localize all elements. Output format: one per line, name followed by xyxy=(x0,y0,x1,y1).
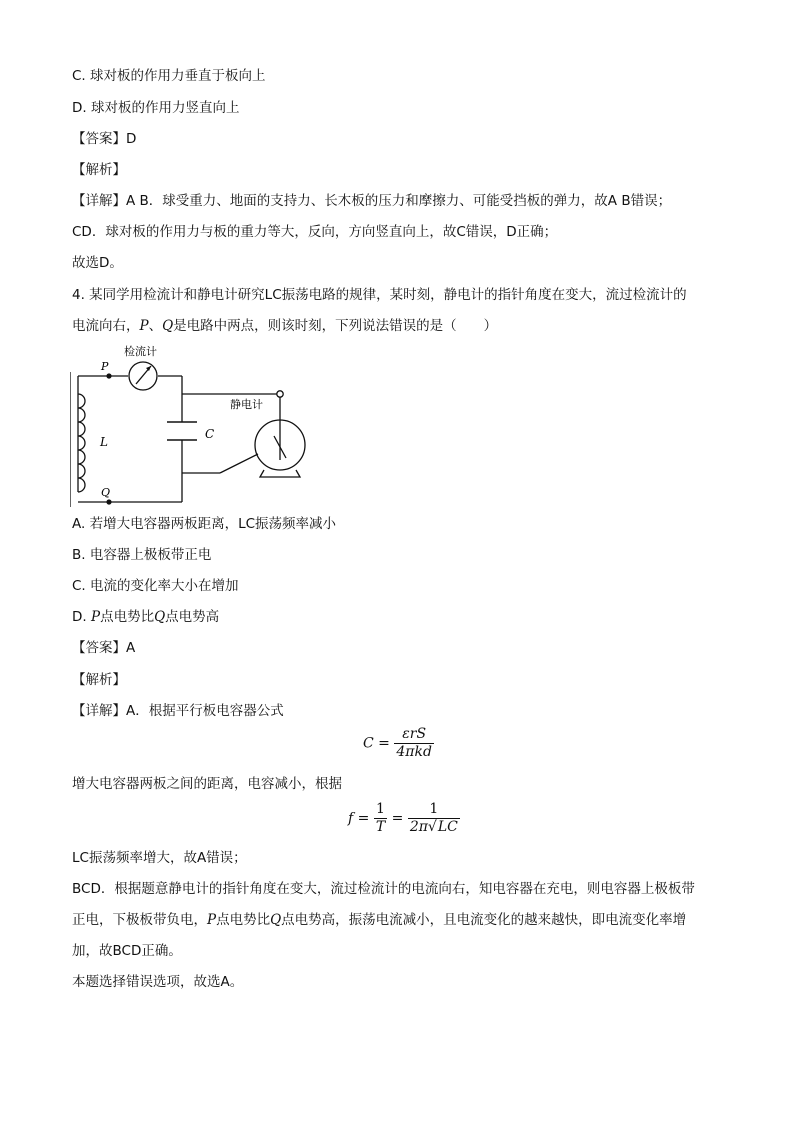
inductor-coil xyxy=(78,394,85,492)
formula1-fraction xyxy=(394,726,434,761)
formula2-lhs: f = xyxy=(348,810,370,827)
formula2-fraction-2 xyxy=(408,801,460,836)
formula2-numerator-2: 1 xyxy=(408,801,460,819)
q4-option-b: B. 电容器上极板带正电 xyxy=(72,547,212,563)
q4-option-d-end: 点电势高 xyxy=(165,609,220,625)
q4-stem-point-p: P xyxy=(139,318,149,334)
q4-stem-line-2 xyxy=(72,316,497,336)
q4-option-d-mid: 点电势比 xyxy=(100,609,155,625)
q4-detail-5-b: 点电势比 xyxy=(216,912,271,928)
q4-detail-2: 增大电容器两板之间的距离，电容减小，根据 xyxy=(72,776,342,792)
q4-stem-point-q: Q xyxy=(162,318,174,334)
prev-option-c: C. 球对板的作用力垂直于板向上 xyxy=(72,68,266,84)
q4-option-a: A. 若增大电容器两板距离，LC振荡频率减小 xyxy=(72,516,337,532)
prev-detail-1: 【详解】A B．球受重力、地面的支持力、长木板的压力和摩擦力、可能受挡板的弹力，故A B错误； xyxy=(72,193,672,209)
formula2-numerator-1: 1 xyxy=(374,801,387,819)
q4-option-d xyxy=(72,607,219,627)
q4-stem-text-end: 是电路中两点，则该时刻，下列说法错误的是（ ） xyxy=(173,318,498,334)
prev-answer: 【答案】D xyxy=(72,131,137,147)
formula2-denominator-1: T xyxy=(375,819,386,835)
point-p-dot xyxy=(106,373,111,378)
point-q-label: Q xyxy=(101,486,111,499)
q4-stem-sep: 、 xyxy=(148,318,163,334)
point-p-label: P xyxy=(101,360,109,373)
point-q-dot xyxy=(106,499,111,504)
formula1-lhs: C = xyxy=(363,735,390,752)
lc-circuit-diagram xyxy=(70,342,320,512)
q4-option-d-point-p: P xyxy=(90,609,101,625)
formula2-fraction-1 xyxy=(374,801,387,836)
q4-detail-5-point-p: P xyxy=(207,912,217,928)
electrometer-case-lead xyxy=(220,454,258,473)
inductor-label: L xyxy=(100,435,108,449)
q4-option-d-prefix: D. xyxy=(72,609,91,625)
q4-detail-6: 加，故BCD正确。 xyxy=(72,943,182,959)
q4-option-c: C. 电流的变化率大小在增加 xyxy=(72,578,239,594)
electrometer-base xyxy=(260,470,300,477)
formula2-two-pi: 2π xyxy=(409,819,428,835)
q4-detail-4: BCD．根据题意静电计的指针角度在变大，流过检流计的电流向右，知电容器在充电，则电容器上极板带 xyxy=(72,881,695,897)
q4-analysis-heading: 【解析】 xyxy=(72,672,126,688)
prev-conclusion: 故选D。 xyxy=(72,255,123,271)
frequency-formula xyxy=(348,801,460,836)
capacitance-formula xyxy=(363,726,434,761)
formula1-denominator: 4πkd xyxy=(396,744,432,760)
q4-detail-5-point-q: Q xyxy=(270,912,282,928)
q4-stem-line-1: 4. 某同学用检流计和静电计研究LC振荡电路的规律，某时刻，静电计的指针角度在变大，流过检流计的 xyxy=(72,287,687,303)
formula2-denominator-2: 2π√LC xyxy=(409,819,458,835)
galvanometer-label: 检流计 xyxy=(124,345,157,358)
q4-detail-1: 【详解】A．根据平行板电容器公式 xyxy=(72,703,284,719)
prev-analysis-heading: 【解析】 xyxy=(72,162,126,178)
formula2-sqrt-lc: LC xyxy=(437,819,458,835)
formula2-equals: = xyxy=(391,810,404,827)
prev-detail-2: CD．球对板的作用力与板的重力等大，反向，方向竖直向上，故C错误，D正确； xyxy=(72,224,558,240)
prev-option-d: D. 球对板的作用力竖直向上 xyxy=(72,100,240,116)
q4-detail-3: LC振荡频率增大，故A错误； xyxy=(72,850,247,866)
q4-detail-5-a: 正电，下极板带负电， xyxy=(72,912,207,928)
electrometer-label: 静电计 xyxy=(230,398,263,411)
q4-detail-5-c: 点电势高，振荡电流减小，且电流变化的越来越快，即电流变化率增 xyxy=(281,912,687,928)
q4-answer: 【答案】A xyxy=(72,640,136,656)
capacitor-label: C xyxy=(205,427,215,441)
q4-stem-text: 电流向右， xyxy=(72,318,140,334)
electrometer-terminal xyxy=(277,391,283,397)
q4-conclusion: 本题选择错误选项，故选A。 xyxy=(72,974,244,990)
q4-detail-5 xyxy=(72,910,686,930)
formula1-numerator: εrS xyxy=(394,726,434,744)
q4-option-d-point-q: Q xyxy=(154,609,166,625)
